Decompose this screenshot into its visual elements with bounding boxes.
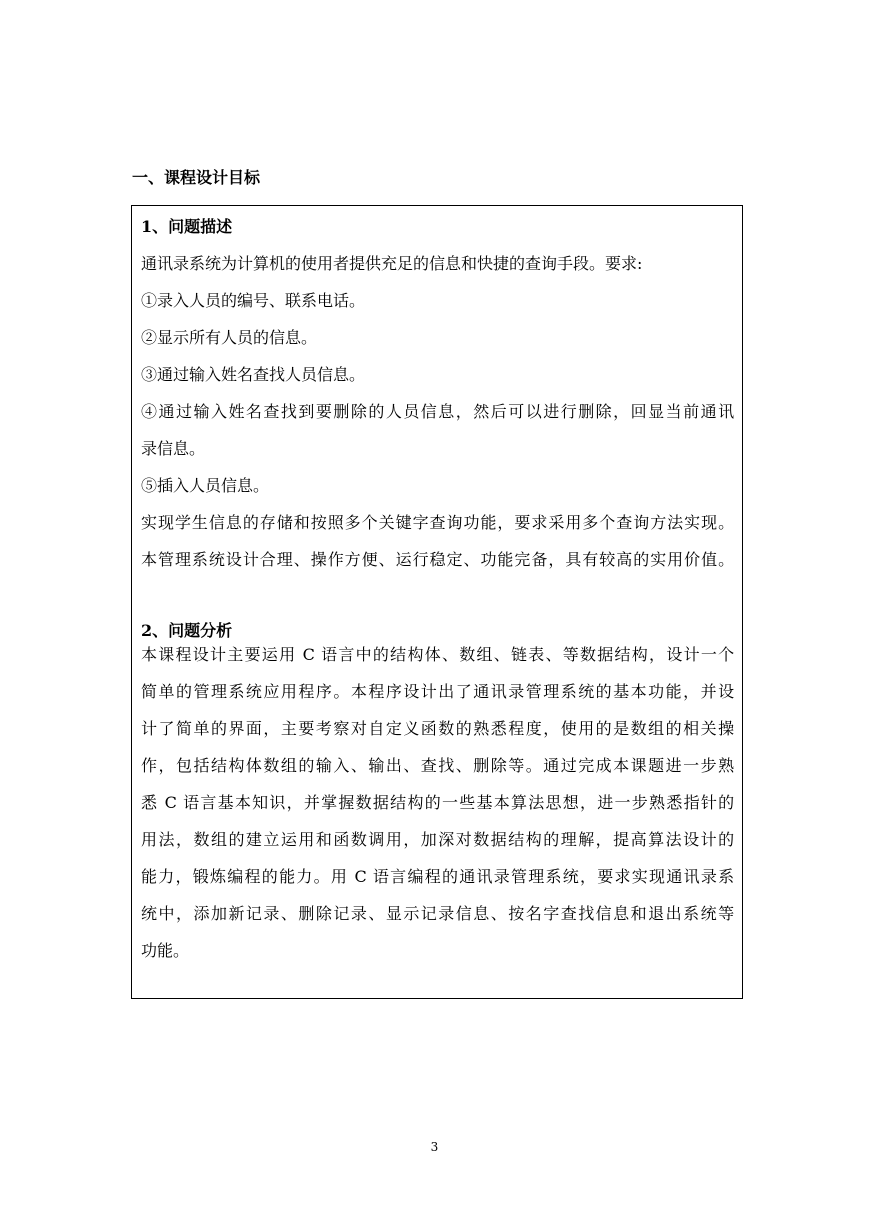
paragraph-line: 计了简单的界面，主要考察对自定义函数的熟悉程度，使用的是数组的相关操 (141, 719, 734, 738)
page-number: 3 (430, 1140, 439, 1154)
paragraph-line: 录信息。 (141, 439, 206, 458)
paragraph-line: 功能。 (141, 941, 190, 960)
section-spacer (141, 572, 734, 606)
paragraph-line: ④通过输入姓名查找到要删除的人员信息，然后可以进行删除，回显当前通讯 (141, 402, 734, 421)
paragraph-line: 悉 C 语言基本知识，并掌握数据结构的一些基本算法思想，进一步熟悉指针的 (141, 793, 734, 812)
problem-description-heading: 1、问题描述 (141, 217, 233, 236)
paragraph-line: ①录入人员的编号、联系电话。 (141, 291, 366, 310)
paragraph-line: 统中，添加新记录、删除记录、显示记录信息、按名字查找信息和退出系统等 (141, 904, 734, 923)
content-box (131, 205, 743, 999)
paragraph-line: 简单的管理系统应用程序。本程序设计出了通讯录管理系统的基本功能，并设 (141, 682, 734, 701)
paragraph-line: 实现学生信息的存储和按照多个关键字查询功能，要求采用多个查询方法实现。 (141, 513, 734, 532)
section-heading: 一、课程设计目标 (132, 168, 261, 187)
paragraph-line: 本管理系统设计合理、操作方便、运行稳定、功能完备，具有较高的实用价值。 (141, 550, 734, 569)
paragraph-line: 作，包括结构体数组的输入、输出、查找、删除等。通过完成本课题进一步熟 (141, 756, 734, 775)
paragraph-line: 用法，数组的建立运用和函数调用，加深对数据结构的理解，提高算法设计的 (141, 830, 734, 849)
paragraph-line: 本课程设计主要运用 C 语言中的结构体、数组、链表、等数据结构，设计一个 (141, 645, 734, 664)
paragraph-line: 能力，锻炼编程的能力。用 C 语言编程的通讯录管理系统，要求实现通讯录系 (141, 867, 734, 886)
problem-analysis-heading: 2、问题分析 (141, 621, 233, 640)
paragraph-line: ⑤插入人员信息。 (141, 476, 270, 495)
paragraph-line: ②显示所有人员的信息。 (141, 328, 318, 347)
paragraph-line: 通讯录系统为计算机的使用者提供充足的信息和快捷的查询手段。要求: (141, 254, 643, 273)
paragraph-line: ③通过输入姓名查找人员信息。 (141, 365, 366, 384)
